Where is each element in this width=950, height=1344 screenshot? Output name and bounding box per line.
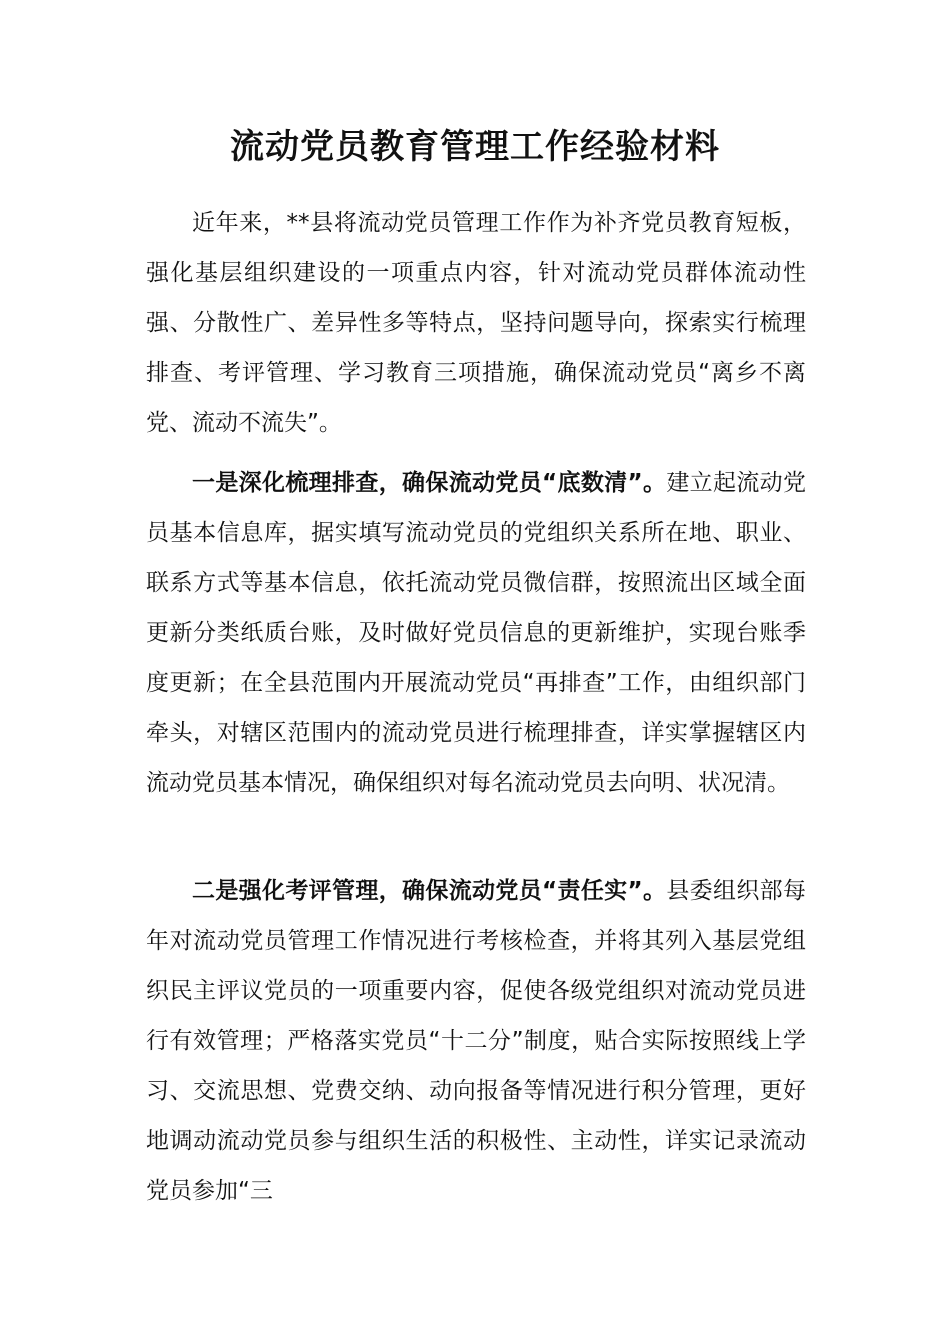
section-2-text: 县委组织部每年对流动党员管理工作情况进行考核检查，并将其列入基层党组织民主评议党员的一项重要内容，促使各级党组织对流动党员进行有效管理；严格落实党员“十二分”制度，贴合实际按照线上学习、交流思想、党费交纳、动向报备等情况进行积分管理，更好地调动流动党员参与组织生活的积极性、主动性，详实记录流动党员参加“三 — [146, 878, 806, 1204]
paragraph-intro-text: 近年来，**县将流动党员管理工作作为补齐党员教育短板，强化基层组织建设的一项重点内容，针对流动党员群体流动性强、分散性广、差异性多等特点，坚持问题导向，探索实行梳理排查、考评管理、学习教育三项措施，确保流动党员“离乡不离党、流动不流失”。 — [146, 210, 806, 436]
paragraph-section-2 — [146, 866, 806, 1216]
paragraph-intro — [146, 198, 806, 448]
section-1-text: 建立起流动党员基本信息库，据实填写流动党员的党组织关系所在地、职业、联系方式等基本信息，依托流动党员微信群，按照流出区域全面更新分类纸质台账，及时做好党员信息的更新维护，实现台账季度更新；在全县范围内开展流动党员“再排查”工作，由组织部门牵头，对辖区范围内的流动党员进行梳理排查，详实掌握辖区内流动党员基本情况，确保组织对每名流动党员去向明、状况清。 — [146, 470, 806, 796]
paragraph-section-1 — [146, 458, 806, 808]
document-title: 流动党员教育管理工作经验材料 — [230, 127, 720, 167]
section-2-heading: 二是强化考评管理，确保流动党员“责任实”。 — [192, 878, 667, 904]
section-1-heading: 一是深化梳理排查，确保流动党员“底数清”。 — [192, 470, 667, 496]
